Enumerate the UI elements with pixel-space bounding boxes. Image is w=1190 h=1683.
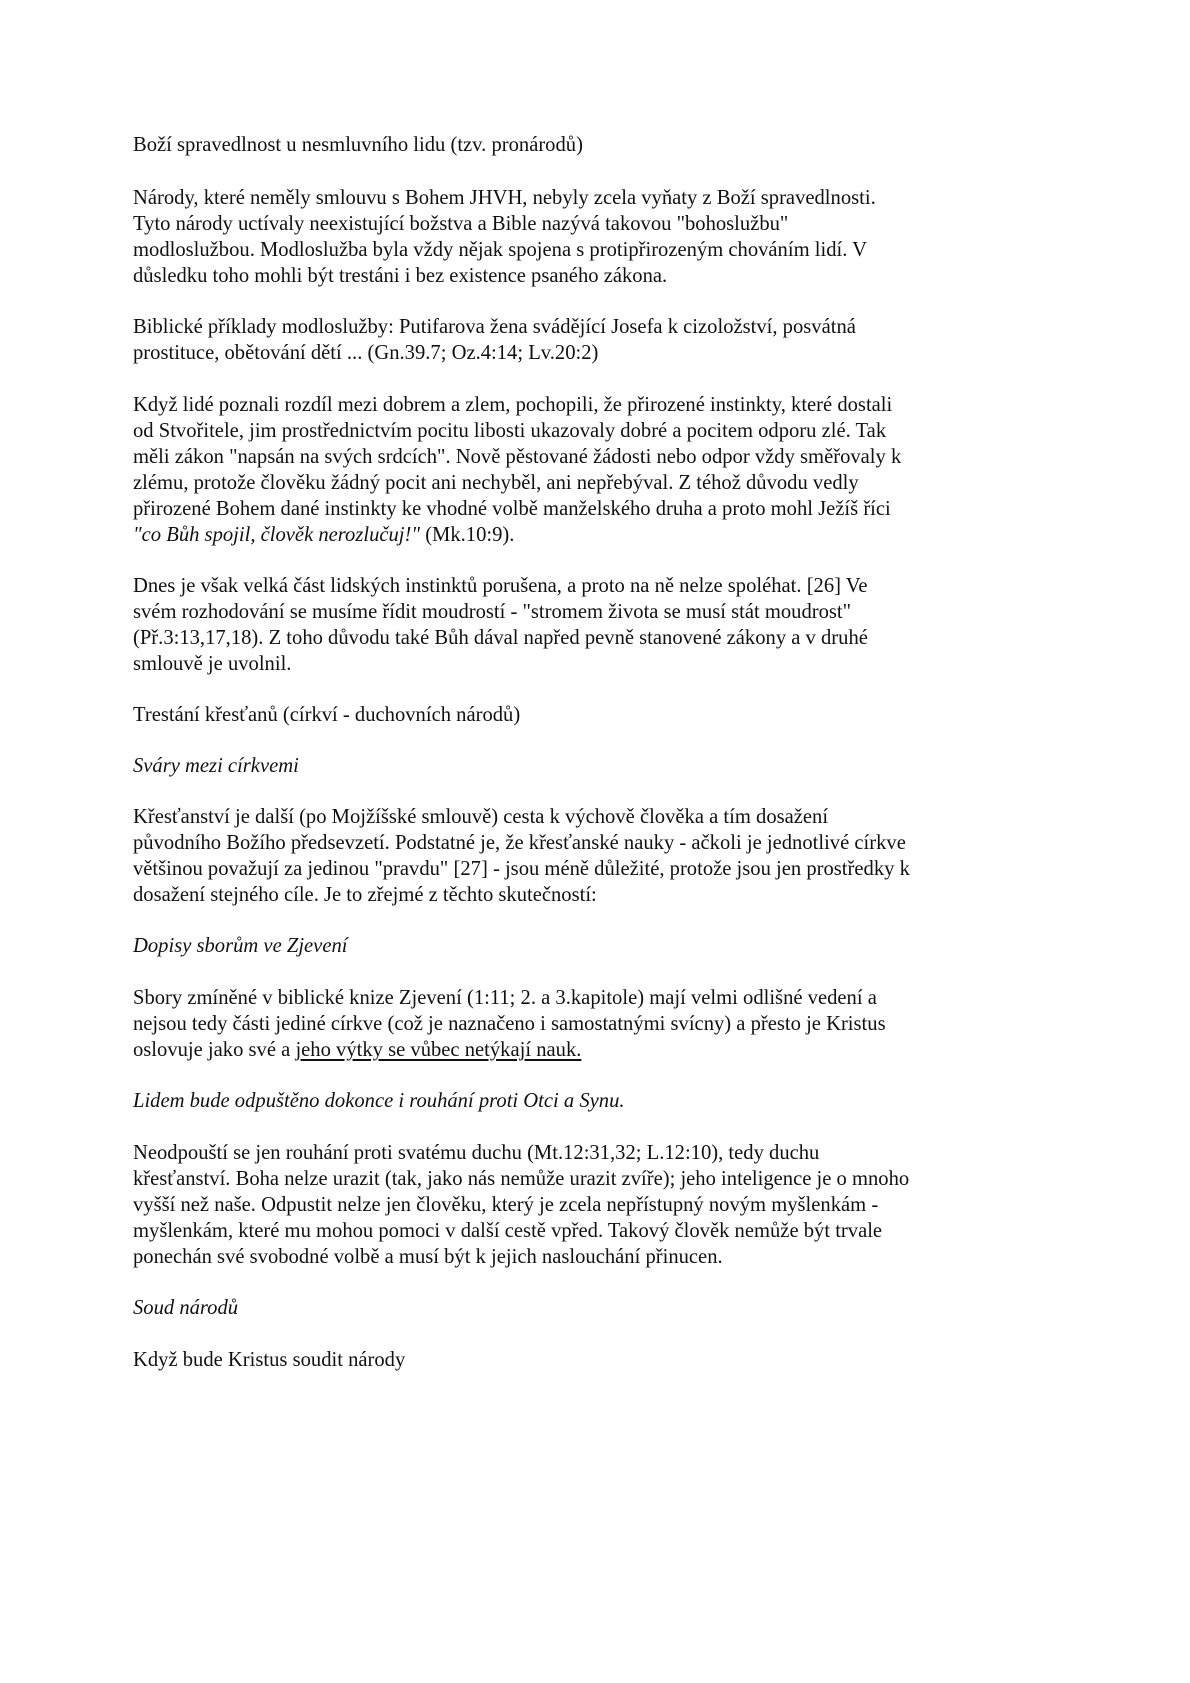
text-run: oslovuje jako své a	[133, 1039, 296, 1061]
text-line: původního Božího předsevzetí. Podstatné je, že křesťanské nauky - ačkoli je jednotlivé církve	[133, 832, 906, 854]
text-line: modloslužbou. Modloslužba byla vždy nějak spojena s protipřirozeným chováním lidí. V	[133, 239, 868, 261]
text-line: Neodpouští se jen rouhání proti svatému duchu (Mt.12:31,32; L.12:10), tedy duchu	[133, 1142, 820, 1164]
text-line: smlouvě je uvolnil.	[133, 653, 292, 675]
text-line: křesťanství. Boha nelze urazit (tak, jako nás nemůže urazit zvíře); jeho inteligence je o mnoho	[133, 1168, 910, 1190]
text-line: měli zákon "napsán na svých srdcích". Nově pěstované žádosti nebo odpor vždy směřovaly k	[133, 446, 902, 468]
text-line: přirozené Bohem dané instinkty ke vhodné volbě manželského druha a proto mohl Ježíš říci	[133, 498, 891, 520]
underlined-emphasis: jeho výtky se vůbec netýkají nauk.	[295, 1039, 582, 1061]
text-line: Když lidé poznali rozdíl mezi dobrem a zlem, pochopili, že přirozené instinkty, které dostali	[133, 394, 893, 416]
text-line	[133, 522, 514, 548]
text-line: od Stvořitele, jim prostřednictvím pocitu libosti ukazovaly dobré a pocitem odporu zlé. Tak	[133, 420, 887, 442]
text-line: Tyto národy uctívaly neexistující božstva a Bible nazývá takovou "bohoslužbu"	[133, 213, 789, 235]
text-line: Národy, které neměly smlouvu s Bohem JHVH, nebyly zcela vyňaty z Boží spravedlnosti.	[133, 187, 876, 209]
text-line: (Př.3:13,17,18). Z toho důvodu také Bůh dával napřed pevně stanovené zákony a v druhé	[133, 627, 868, 649]
section-heading: Boží spravedlnost u nesmluvního lidu (tzv. pronárodů)	[133, 134, 583, 156]
subsection-heading: Soud národů	[133, 1297, 239, 1319]
text-line: vyšší než naše. Odpustit nelze jen člověku, který je zcela nepřístupný novým myšlenkám -	[133, 1194, 879, 1216]
text-line: svém rozhodování se musíme řídit moudrostí - "stromem života se musí stát moudrost"	[133, 601, 852, 623]
subsection-heading: Lidem bude odpuštěno dokonce i rouhání proti Otci a Synu.	[133, 1090, 625, 1112]
bible-reference: (Mk.10:9).	[420, 524, 515, 546]
text-line	[133, 1037, 581, 1063]
text-line: nejsou tedy části jediné církve (což je naznačeno i samostatnými svícny) a přesto je Kristus	[133, 1013, 886, 1035]
text-line: Dnes je však velká část lidských instinktů porušena, a proto na ně nelze spoléhat. [26] Ve	[133, 575, 868, 597]
text-line: ponechán své svobodné volbě a musí být k jejich naslouchání přinucen.	[133, 1246, 723, 1268]
text-line: zlému, protože člověku žádný pocit ani nechyběl, ani nepřebýval. Z téhož důvodu vedly	[133, 472, 859, 494]
subsection-heading: Dopisy sborům ve Zjevení	[133, 935, 348, 957]
section-heading: Trestání křesťanů (církví - duchovních národů)	[133, 704, 521, 726]
text-line: většinou považují za jedinou "pravdu" [27] - jsou méně důležité, protože jsou jen prostředky k	[133, 858, 910, 880]
text-line: Sbory zmíněné v biblické knize Zjevení (1:11; 2. a 3.kapitole) mají velmi odlišné vedení a	[133, 987, 877, 1009]
bible-quote: "co Bůh spojil, člověk nerozlučuj!"	[133, 524, 421, 546]
text-line: důsledku toho mohli být trestáni i bez existence psaného zákona.	[133, 265, 668, 287]
section-heading: Když bude Kristus soudit národy	[133, 1349, 406, 1371]
text-line: prostituce, obětování dětí ... (Gn.39.7; Oz.4:14; Lv.20:2)	[133, 342, 599, 364]
subsection-heading: Sváry mezi církvemi	[133, 755, 299, 777]
text-line: dosažení stejného cíle. Je to zřejmé z těchto skutečností:	[133, 884, 597, 906]
text-line: Křesťanství je další (po Mojžíšské smlouvě) cesta k výchově člověka a tím dosažení	[133, 806, 829, 828]
text-line: Biblické příklady modloslužby: Putifarova žena svádějící Josefa k cizoložství, posvátná	[133, 316, 856, 338]
text-line: myšlenkám, které mu mohou pomoci v další cestě vpřed. Takový člověk nemůže být trvale	[133, 1220, 883, 1242]
